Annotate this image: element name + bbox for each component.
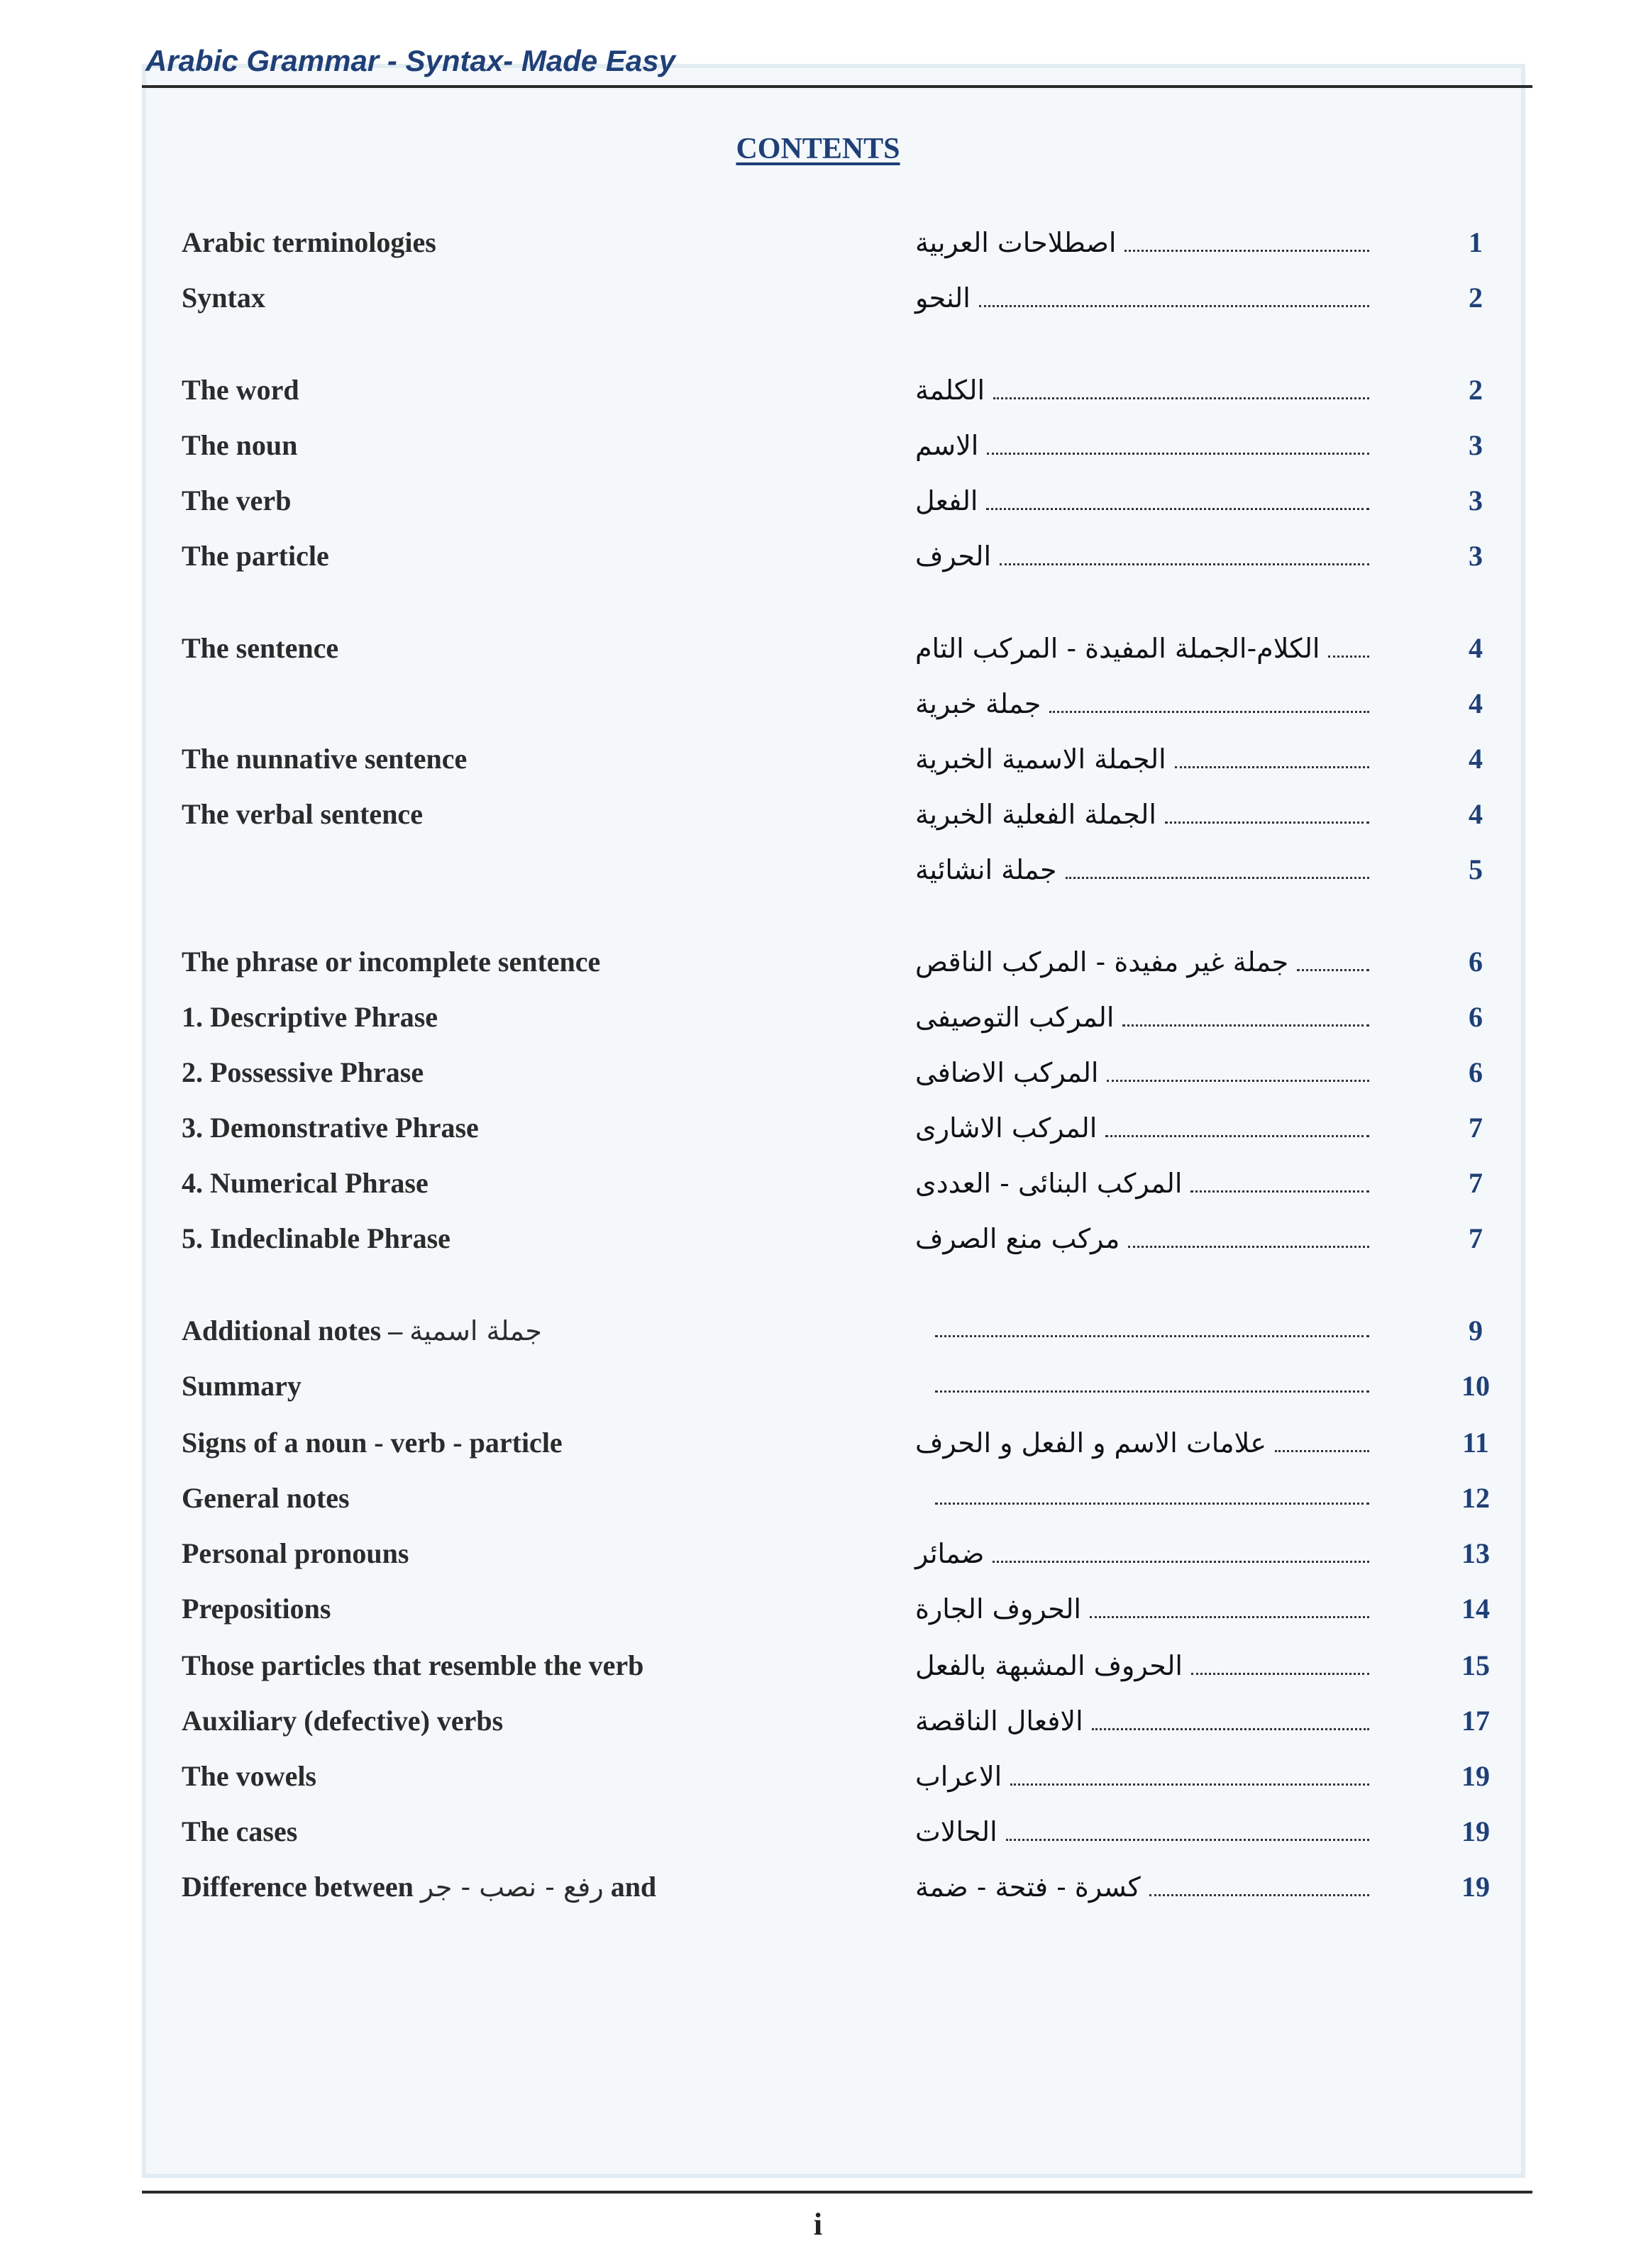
toc-entry-title: [182, 1369, 302, 1403]
toc-entry[interactable]: [0, 1314, 1636, 1356]
toc-entry-arabic-group: [915, 996, 1369, 1039]
dot-leader: [979, 305, 1369, 307]
toc-entry-english: Personal pronouns: [182, 1537, 409, 1569]
toc-entry-english: Summary: [182, 1370, 302, 1402]
toc-entry[interactable]: [0, 1704, 1636, 1747]
toc-entry-page: 6: [1469, 1056, 1483, 1088]
toc-entry[interactable]: [0, 1222, 1636, 1264]
toc-entry[interactable]: [0, 1056, 1636, 1098]
toc-entry-arabic-group: [915, 1700, 1369, 1742]
toc-entry-arabic: علامات الاسم و الفعل و الحرف: [915, 1427, 1267, 1459]
dot-leader: [1275, 1450, 1369, 1452]
toc-entry-arabic-group: [915, 1532, 1369, 1575]
toc-entry-page: 10: [1461, 1370, 1490, 1402]
toc-entry-arabic-group: [915, 627, 1369, 670]
toc-entry-arabic: الحروف المشبهة بالفعل: [915, 1650, 1183, 1681]
toc-entry-arabic-group: [915, 1422, 1369, 1464]
toc-entry-arabic-group: [915, 221, 1369, 264]
toc-entry-title: [182, 797, 423, 831]
toc-entry-title: [182, 1056, 424, 1089]
toc-entry-arabic-group: [915, 848, 1369, 891]
toc-entry-arabic: الجملة الفعلية الخبرية: [915, 799, 1156, 830]
toc-entry-page: 4: [1469, 798, 1483, 830]
dot-leader: [1066, 877, 1369, 879]
dot-leader: [1000, 563, 1369, 565]
toc-entry-english: The noun: [182, 429, 298, 461]
toc-entry-arabic-group: [915, 1810, 1369, 1853]
header-divider: [142, 85, 1532, 88]
toc-entry-english: Auxiliary (defective) verbs: [182, 1705, 504, 1737]
toc-entry-page: 4: [1469, 632, 1483, 664]
toc-entry-title: [182, 1111, 479, 1144]
dot-leader: [1122, 1024, 1369, 1027]
toc-entry-page: 19: [1461, 1815, 1490, 1847]
header-title: Arabic Grammar - Syntax- Made Easy: [145, 44, 675, 77]
toc-entry-arabic-group: [915, 793, 1369, 836]
toc-entry-page: 7: [1469, 1167, 1483, 1199]
dot-leader: [1328, 655, 1369, 658]
toc-entry-arabic: المركب التوصيفى: [915, 1002, 1115, 1033]
toc-entry-arabic: جملة انشائية: [915, 854, 1057, 885]
toc-entry-title: [182, 742, 467, 775]
toc-entry-page: 9: [1469, 1315, 1483, 1346]
toc-entry-arabic-group: [915, 1866, 1369, 1908]
toc-entry-page: 11: [1462, 1427, 1489, 1459]
toc-entry-english: The cases: [182, 1815, 298, 1847]
toc-entry-title: [182, 631, 338, 665]
toc-entry-title: [182, 1314, 542, 1347]
toc-entry-arabic: الحالات: [915, 1816, 997, 1847]
toc-entry-arabic-group: [915, 535, 1369, 577]
dot-leader: [993, 1561, 1369, 1563]
toc-entry-english: Those particles that resemble the verb: [182, 1649, 644, 1681]
toc-entry-english: The word: [182, 374, 299, 406]
toc-entry-arabic: جملة غير مفيدة - المركب الناقص: [915, 946, 1289, 978]
toc-entry-title: [182, 1759, 316, 1793]
toc-entry[interactable]: [0, 945, 1636, 988]
toc-entry-page: 14: [1461, 1593, 1490, 1625]
dot-leader: [1165, 822, 1369, 824]
toc-entry-page: 15: [1461, 1649, 1490, 1681]
toc-entry[interactable]: [0, 484, 1636, 526]
toc-entry[interactable]: [0, 281, 1636, 323]
toc-entry[interactable]: [0, 1111, 1636, 1154]
dot-leader: [1090, 1616, 1369, 1618]
toc-entry-arabic: الافعال الناقصة: [915, 1705, 1083, 1737]
toc-entry[interactable]: [0, 1426, 1636, 1468]
toc-entry-arabic: اصطلاحات العربية: [915, 227, 1117, 258]
toc-entry-page: 19: [1461, 1760, 1490, 1792]
toc-entry-english: The phrase or incomplete sentence: [182, 946, 601, 978]
toc-entry-page: 7: [1469, 1112, 1483, 1144]
dot-leader: [1010, 1783, 1369, 1786]
dot-leader: [1190, 1190, 1369, 1193]
toc-entry-page: 4: [1469, 687, 1483, 719]
dot-leader: [935, 1335, 1369, 1337]
toc-entry-title: [182, 373, 299, 406]
toc-entry-arabic: الكلام-الجملة المفيدة - المركب التام: [915, 633, 1320, 664]
toc-entry[interactable]: [0, 428, 1636, 471]
toc-entry-page: 7: [1469, 1222, 1483, 1254]
toc-entry-title: [182, 1704, 503, 1737]
toc-entry-arabic-group: [915, 1162, 1369, 1205]
toc-entry[interactable]: [0, 1870, 1636, 1913]
toc-entry-connector: and: [603, 1871, 657, 1903]
toc-entry-arabic-group: [915, 1217, 1369, 1260]
toc-entry[interactable]: [0, 373, 1636, 416]
dot-leader: [1175, 766, 1369, 768]
toc-entry-arabic-group: [915, 1107, 1369, 1149]
contents-heading: CONTENTS: [736, 133, 900, 165]
toc-entry-title: [182, 1592, 331, 1625]
toc-entry-title: [182, 1166, 429, 1200]
toc-entry-page: 3: [1469, 429, 1483, 461]
toc-entry-arabic: جملة خبرية: [915, 688, 1041, 719]
toc-entry-english: 1. Descriptive Phrase: [182, 1001, 438, 1033]
toc-entry-page: 3: [1469, 540, 1483, 572]
toc-entry-page: 5: [1469, 853, 1483, 885]
toc-entry-arabic: كسرة - فتحة - ضمة: [915, 1871, 1141, 1903]
toc-entry-english: Arabic terminologies: [182, 226, 436, 258]
toc-entry-arabic-group: [915, 424, 1369, 467]
toc-entry-arabic: المركب الاشارى: [915, 1112, 1098, 1144]
toc-entry[interactable]: [0, 1000, 1636, 1043]
dot-leader: [1297, 969, 1369, 971]
page-number: i: [813, 2207, 823, 2242]
toc-entry-arabic-group: [915, 1588, 1369, 1630]
toc-entry-english: The verb: [182, 485, 292, 516]
toc-entry-arabic-group: [915, 1644, 1369, 1687]
toc-entry-page: 6: [1469, 946, 1483, 978]
toc-entry-title: [182, 428, 297, 462]
toc-entry-english: Difference between: [182, 1871, 421, 1903]
toc-entry[interactable]: [0, 853, 1636, 895]
toc-entry-arabic: الاعراب: [915, 1761, 1002, 1792]
toc-entry[interactable]: [0, 1166, 1636, 1209]
dot-leader: [935, 1390, 1369, 1393]
dot-leader: [987, 453, 1369, 455]
toc-entry-arabic: المركب الاضافى: [915, 1057, 1099, 1088]
toc-entry-arabic: ضمائر: [915, 1538, 985, 1569]
toc-entry-arabic: الجملة الاسمية الخبرية: [915, 743, 1166, 775]
toc-entry-arabic: الكلمة: [915, 375, 985, 406]
toc-entry-arabic: الحرف: [915, 541, 992, 572]
dot-leader: [1128, 1246, 1369, 1248]
toc-entry-arabic: الاسم: [915, 430, 979, 461]
toc-entry-english: General notes: [182, 1482, 350, 1514]
toc-entry-arabic: الحروف الجارة: [915, 1593, 1081, 1625]
footer-divider: [142, 2191, 1532, 2194]
toc-entry-arabic: النحو: [915, 282, 971, 314]
dot-leader: [1124, 250, 1369, 252]
toc-entry-page: 4: [1469, 743, 1483, 775]
toc-entry-english: The vowels: [182, 1760, 316, 1792]
toc-entry-english: 3. Demonstrative Phrase: [182, 1112, 479, 1144]
toc-entry-english: The nunnative sentence: [182, 743, 468, 775]
toc-entry-title: [182, 945, 600, 978]
toc-entry[interactable]: [0, 687, 1636, 729]
dot-leader: [986, 508, 1369, 510]
toc-entry[interactable]: [0, 1592, 1636, 1634]
toc-entry-arabic-group: [915, 738, 1369, 780]
toc-entry-arabic-group: [915, 1755, 1369, 1798]
toc-entry-title: [182, 1870, 656, 1903]
dot-leader: [935, 1503, 1369, 1505]
toc-entry-title: [182, 1481, 350, 1515]
toc-entry-title: [182, 1537, 409, 1570]
toc-entry-title: [182, 1000, 438, 1034]
toc-entry[interactable]: [0, 1481, 1636, 1524]
toc-entry-page: 2: [1469, 282, 1483, 314]
toc-entry-page: 12: [1461, 1482, 1490, 1514]
toc-entry[interactable]: [0, 1369, 1636, 1412]
toc-entry-english: Syntax: [182, 282, 265, 314]
toc-entry[interactable]: [0, 226, 1636, 268]
dot-leader: [1107, 1080, 1369, 1082]
toc-entry-arabic-group: [915, 277, 1369, 319]
toc-entry-title: [182, 484, 291, 517]
toc-entry-page: 17: [1461, 1705, 1490, 1737]
toc-entry-arabic-group: [915, 480, 1369, 522]
toc-entry-page: 19: [1461, 1871, 1490, 1903]
toc-entry-page: 13: [1461, 1537, 1490, 1569]
toc-entry-english: 5. Indeclinable Phrase: [182, 1222, 451, 1254]
dot-leader: [1105, 1135, 1369, 1137]
toc-entry-english: Signs of a noun - verb - particle: [182, 1427, 563, 1459]
dot-leader: [993, 397, 1369, 399]
toc-entry-page: 3: [1469, 485, 1483, 516]
toc-entry-english: 4. Numerical Phrase: [182, 1167, 429, 1199]
dot-leader: [1092, 1728, 1369, 1730]
toc-entry-page: 1: [1469, 226, 1483, 258]
toc-entry[interactable]: [0, 742, 1636, 785]
toc-entry-title: [182, 281, 265, 314]
toc-entry-english: The particle: [182, 540, 329, 572]
toc-entry-title: [182, 1649, 643, 1682]
dot-leader: [1149, 1894, 1369, 1896]
toc-entry[interactable]: [0, 1815, 1636, 1857]
toc-entry-arabic-group: [915, 941, 1369, 983]
toc-entry-english: Additional notes –: [182, 1315, 410, 1346]
toc-entry-arabic: الفعل: [915, 485, 978, 516]
toc-entry-arabic-group: [915, 1051, 1369, 1094]
dot-leader: [1049, 711, 1369, 713]
toc-entry-title: [182, 1426, 563, 1459]
toc-entry-title: [182, 226, 436, 259]
toc-entry[interactable]: [0, 631, 1636, 674]
toc-entry-title: [182, 1222, 451, 1255]
toc-entry[interactable]: [0, 797, 1636, 840]
dot-leader: [1191, 1673, 1369, 1675]
toc-entry-page: 6: [1469, 1001, 1483, 1033]
toc-entry-english: Prepositions: [182, 1593, 331, 1625]
toc-entry[interactable]: [0, 539, 1636, 582]
toc-entry-inline-arabic: جملة اسمية: [409, 1315, 542, 1346]
toc-entry[interactable]: [0, 1537, 1636, 1579]
toc-entry-english: The verbal sentence: [182, 798, 423, 830]
toc-entry-arabic-group: [915, 682, 1369, 725]
toc-entry-arabic: مركب منع الصرف: [915, 1223, 1120, 1254]
toc-entry-title: [182, 1815, 297, 1848]
toc-entry-english: 2. Possessive Phrase: [182, 1056, 424, 1088]
toc-entry-arabic-group: [915, 369, 1369, 411]
dot-leader: [1006, 1839, 1369, 1841]
toc-entry-title: [182, 539, 329, 572]
toc-entry[interactable]: [0, 1649, 1636, 1691]
toc-entry-english: The sentence: [182, 632, 339, 664]
toc-entry[interactable]: [0, 1759, 1636, 1802]
toc-entry-inline-arabic: رفع - نصب - جر: [420, 1871, 604, 1903]
toc-entry-arabic: المركب البنائى - العددى: [915, 1168, 1183, 1199]
toc-entry-page: 2: [1469, 374, 1483, 406]
